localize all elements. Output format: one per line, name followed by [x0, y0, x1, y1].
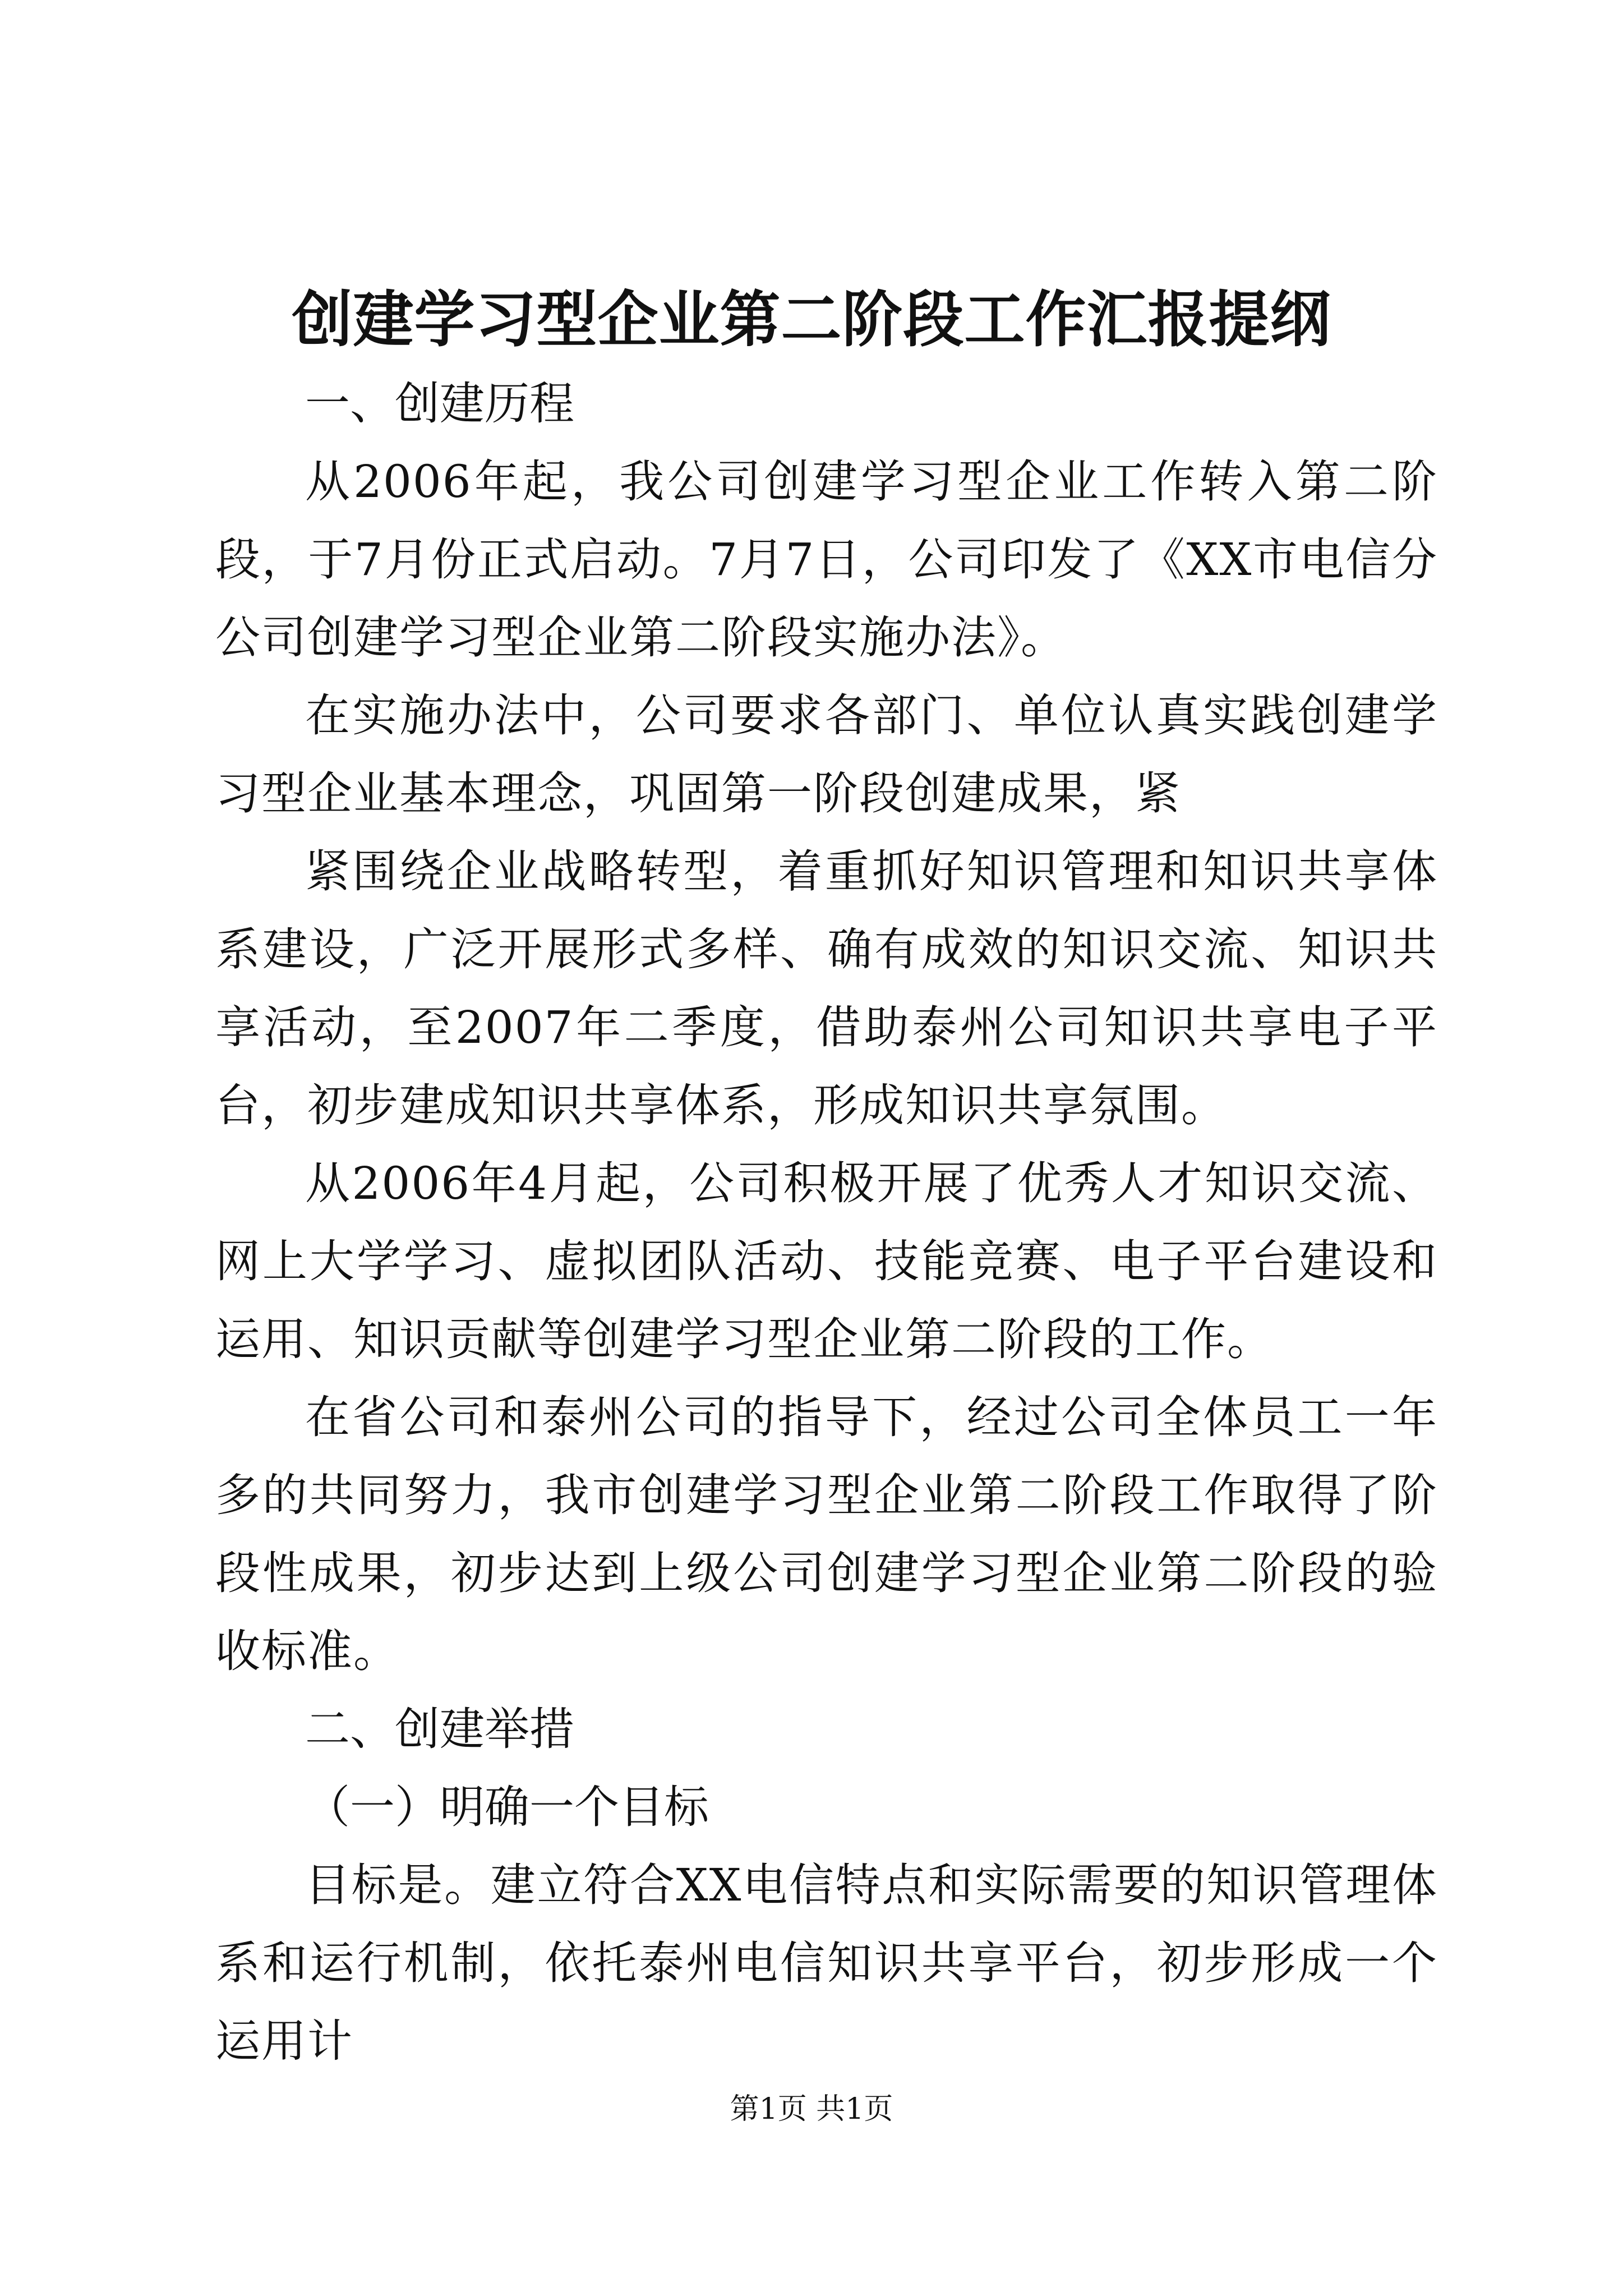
- paragraph-results: 在省公司和泰州公司的指导下，经过公司全体员工一年多的共同努力，我市创建学习型企业第二阶段工作取得了阶段性成果，初步达到上级公司创建学习型企业第二阶段的验收标准。: [215, 1391, 1438, 1677]
- section-heading-measures: 二、创建举措: [305, 1703, 574, 1755]
- page-footer: 第1页 共1页: [730, 2092, 893, 2126]
- paragraph-activities: 从2006年4月起，公司积极开展了优秀人才知识交流、网上大学学习、虚拟团队活动、技能竞赛、电子平台建设和运用、知识贡献等创建学习型企业第二阶段的工作。: [215, 1157, 1438, 1365]
- section-heading-history: 一、创建历程: [305, 378, 574, 430]
- paragraph-implementation: 在实施办法中，公司要求各部门、单位认真实践创建学习型企业基本理念，巩固第一阶段创建成果，紧: [215, 689, 1438, 820]
- paragraph-goal: 目标是。建立符合XX电信特点和实际需要的知识管理体系和运行机制，依托泰州电信知识共享平台，初步形成一个运用计: [215, 1859, 1438, 2067]
- subsection-heading-goal: （一）明确一个目标: [305, 1781, 709, 1833]
- document-body: [215, 365, 1438, 2080]
- paragraph-strategy: 紧围绕企业战略转型，着重抓好知识管理和知识共享体系建设，广泛开展形式多样、确有成效的知识交流、知识共享活动，至2007年二季度，借助泰州公司知识共享电子平台，初步建成知识共享体系，形成知识共享氛围。: [215, 845, 1438, 1131]
- document-title: 创建学习型企业第二阶段工作汇报提纲: [292, 284, 1331, 355]
- paragraph-launch: 从2006年起，我公司创建学习型企业工作转入第二阶段，于7月份正式启动。7月7日，公司印发了《XX市电信分公司创建学习型企业第二阶段实施办法》。: [215, 455, 1438, 664]
